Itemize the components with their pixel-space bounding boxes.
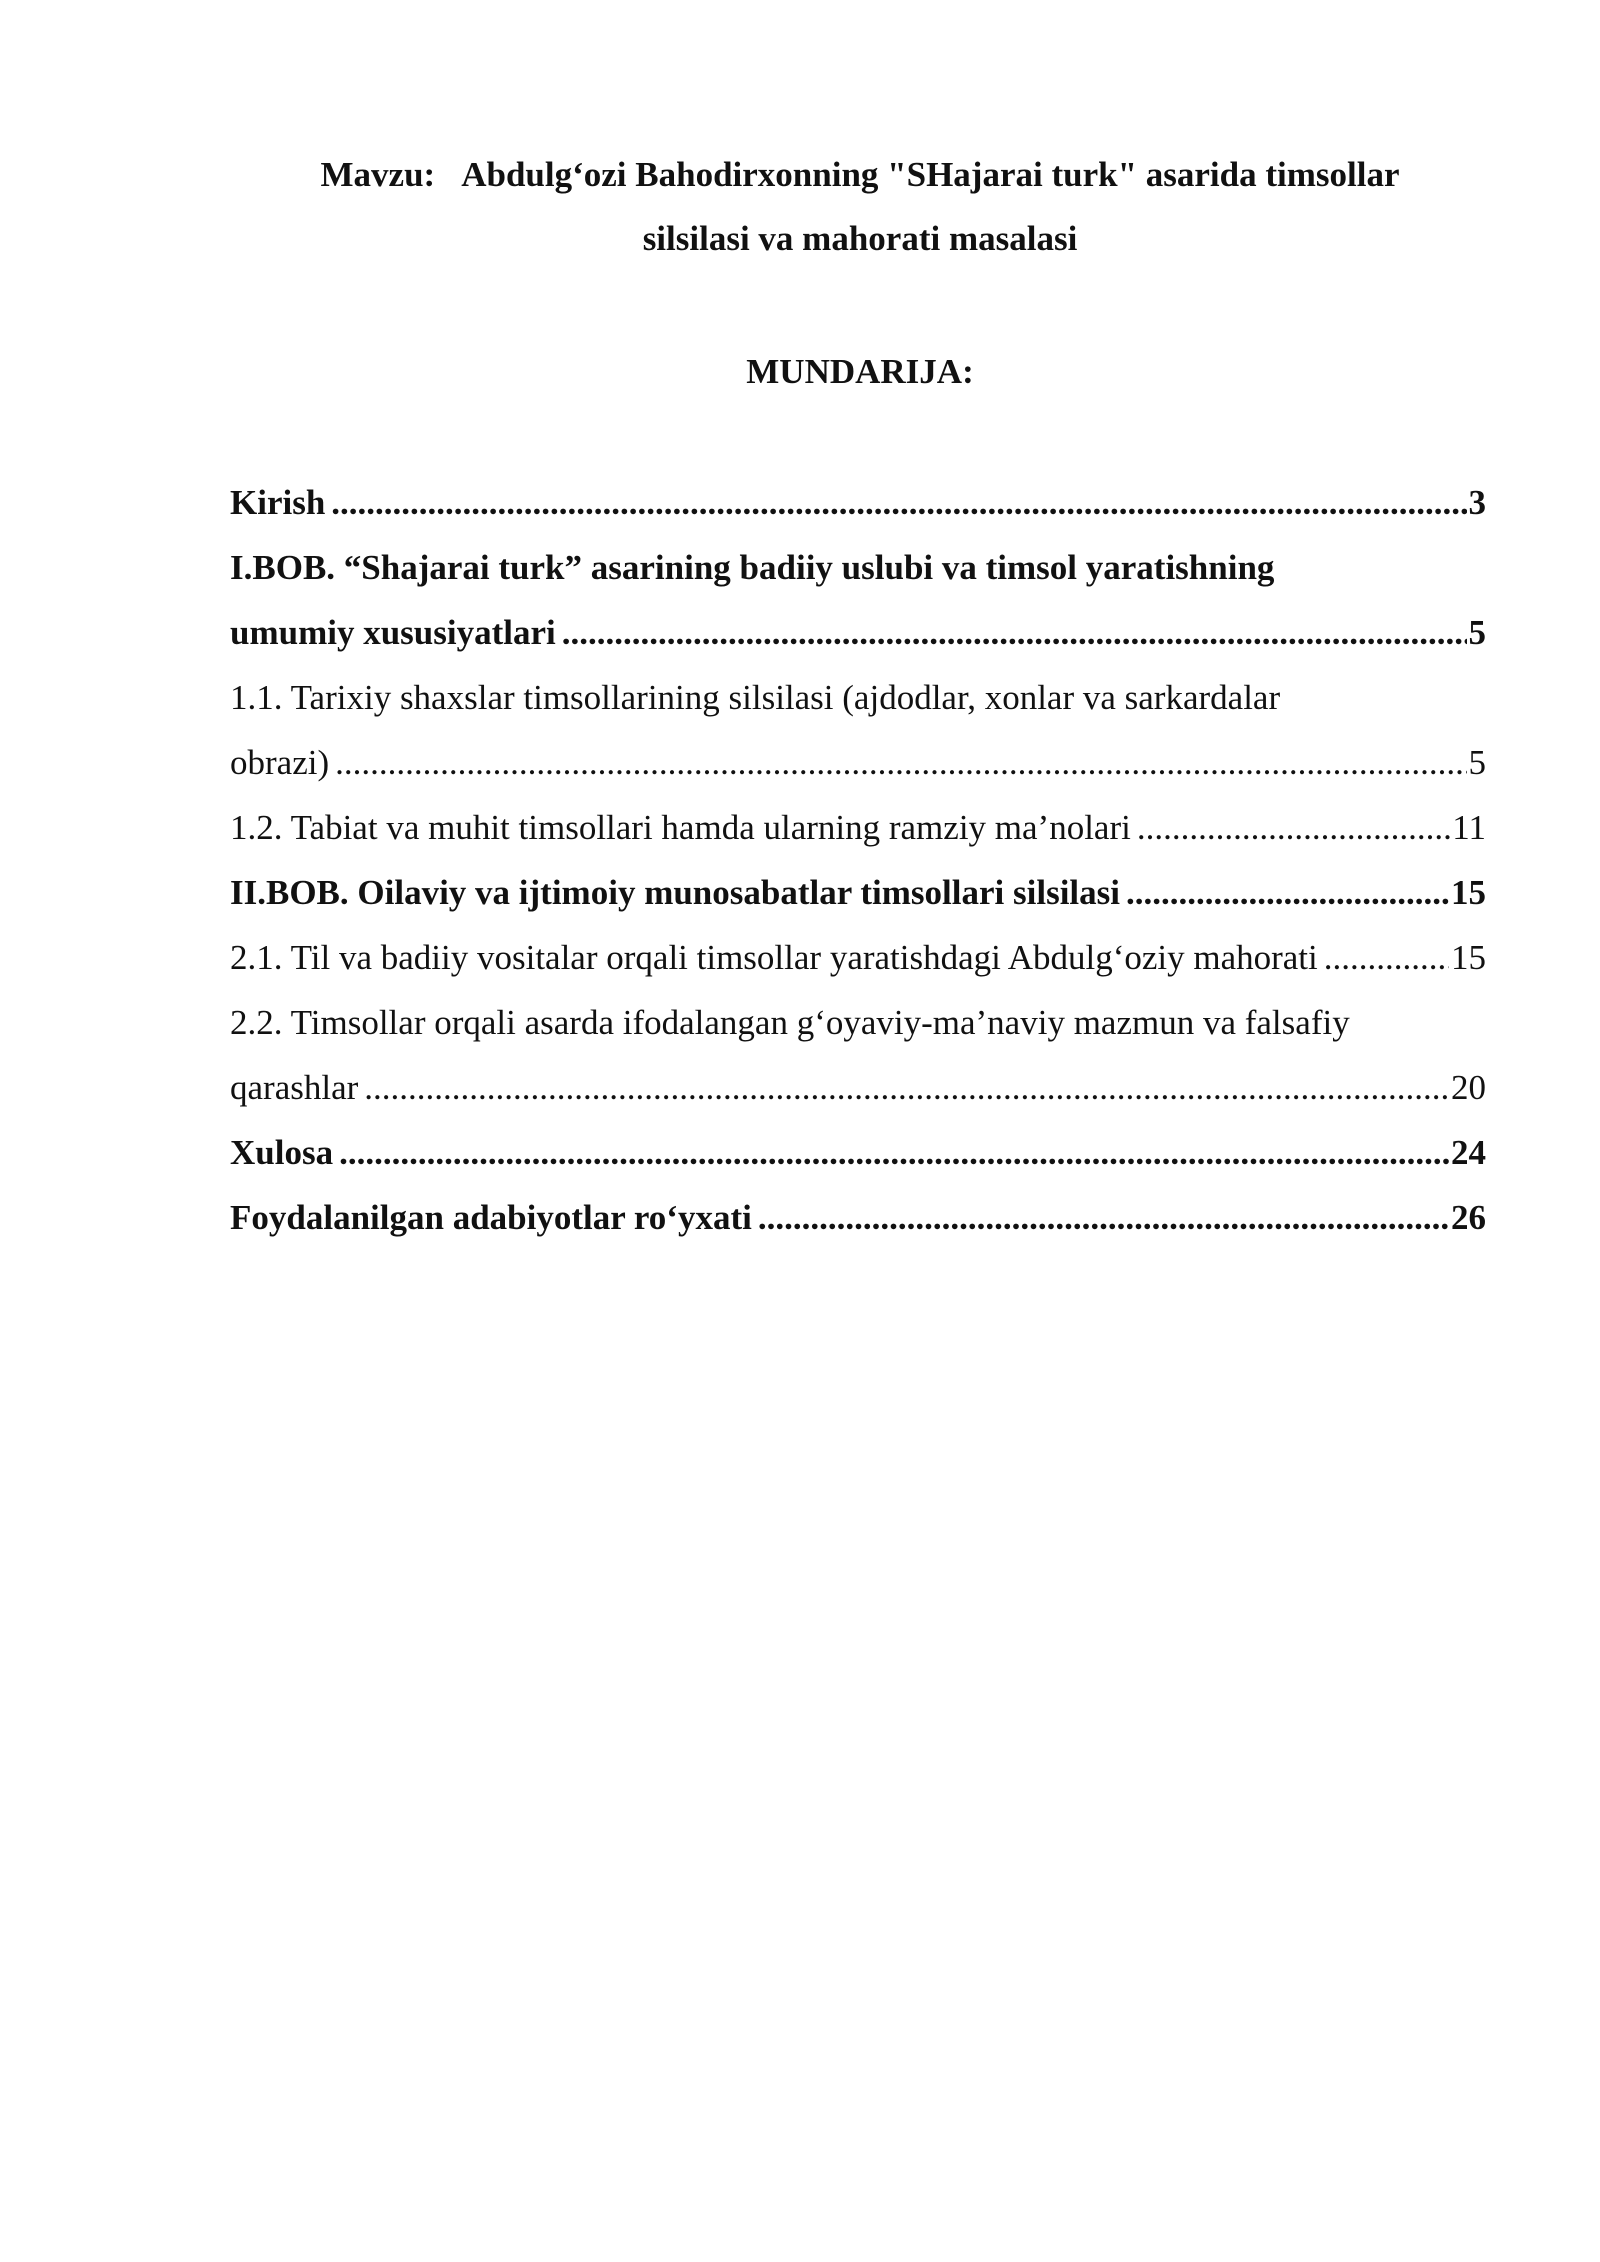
toc-entry-page: 24 xyxy=(1451,1133,1486,1172)
toc-entry xyxy=(230,600,1486,665)
toc-entry xyxy=(230,860,1486,925)
toc-leader-dots xyxy=(335,730,1466,795)
toc-entry xyxy=(230,925,1486,990)
toc-entry-page: 5 xyxy=(1468,743,1486,782)
toc-entry-text: Kirish xyxy=(230,483,326,522)
toc-entry-page: 15 xyxy=(1451,938,1486,977)
toc-heading: MUNDARIJA: xyxy=(746,352,974,391)
toc-entry xyxy=(230,665,1486,730)
topic-title-line-2: silsilasi va mahorati masalasi xyxy=(642,219,1078,258)
topic-label: Mavzu: xyxy=(320,155,436,194)
toc-leader-dots xyxy=(758,1185,1449,1250)
table-of-contents xyxy=(230,470,1486,1250)
toc-entry xyxy=(230,535,1486,600)
toc-entry-text: obrazi) xyxy=(230,743,330,782)
topic-title-line-1 xyxy=(230,143,1490,207)
toc-entry xyxy=(230,990,1486,1055)
toc-entry xyxy=(230,795,1486,860)
toc-entry-text: 1.1. Tarixiy shaxslar timsollarining silsilasi (ajdodlar, xonlar va sarkardalar xyxy=(230,678,1281,717)
toc-entry xyxy=(230,730,1486,795)
toc-entry-page: 5 xyxy=(1468,613,1486,652)
toc-leader-dots xyxy=(1126,860,1449,925)
toc-entry-text: 1.2. Tabiat va muhit timsollari hamda ularning ramziy ma’nolari xyxy=(230,808,1131,847)
toc-entry xyxy=(230,1185,1486,1250)
toc-entry-page: 3 xyxy=(1468,483,1486,522)
toc-leader-dots xyxy=(562,600,1467,665)
toc-entry-page: 11 xyxy=(1452,808,1486,847)
toc-entry xyxy=(230,1120,1486,1185)
topic-text: Abdulg‘ozi Bahodirxonning "SHajarai turk" asarida timsollar xyxy=(461,155,1400,194)
toc-entry-text: umumiy xususiyatlari xyxy=(230,613,556,652)
toc-entry xyxy=(230,470,1486,535)
toc-entry-page: 15 xyxy=(1451,873,1486,912)
toc-entry-text: 2.1. Til va badiiy vositalar orqali timsollar yaratishdagi Abdulg‘oziy mahorati xyxy=(230,938,1318,977)
toc-entry-page: 20 xyxy=(1451,1068,1486,1107)
toc-entry-text: 2.2. Timsollar orqali asarda ifodalangan g‘oyaviy-ma’naviy mazmun va falsafiy xyxy=(230,1003,1350,1042)
toc-entry-text: Xulosa xyxy=(230,1133,334,1172)
toc-leader-dots xyxy=(339,1120,1449,1185)
toc-entry-text: I.BOB. “Shajarai turk” asarining badiiy uslubi va timsol yaratishning xyxy=(230,548,1275,587)
toc-entry-page: 26 xyxy=(1451,1198,1486,1237)
toc-entry-text: II.BOB. Oilaviy va ijtimoiy munosabatlar timsollari silsilasi xyxy=(230,873,1120,912)
toc-entry xyxy=(230,1055,1486,1120)
topic-title xyxy=(230,143,1490,271)
toc-entry-text: Foydalanilgan adabiyotlar ro‘yxati xyxy=(230,1198,752,1237)
toc-entry-text: qarashlar xyxy=(230,1068,359,1107)
toc-leader-dots xyxy=(1324,925,1449,990)
toc-leader-dots xyxy=(331,470,1466,535)
toc-leader-dots xyxy=(364,1055,1449,1120)
toc-leader-dots xyxy=(1137,795,1450,860)
